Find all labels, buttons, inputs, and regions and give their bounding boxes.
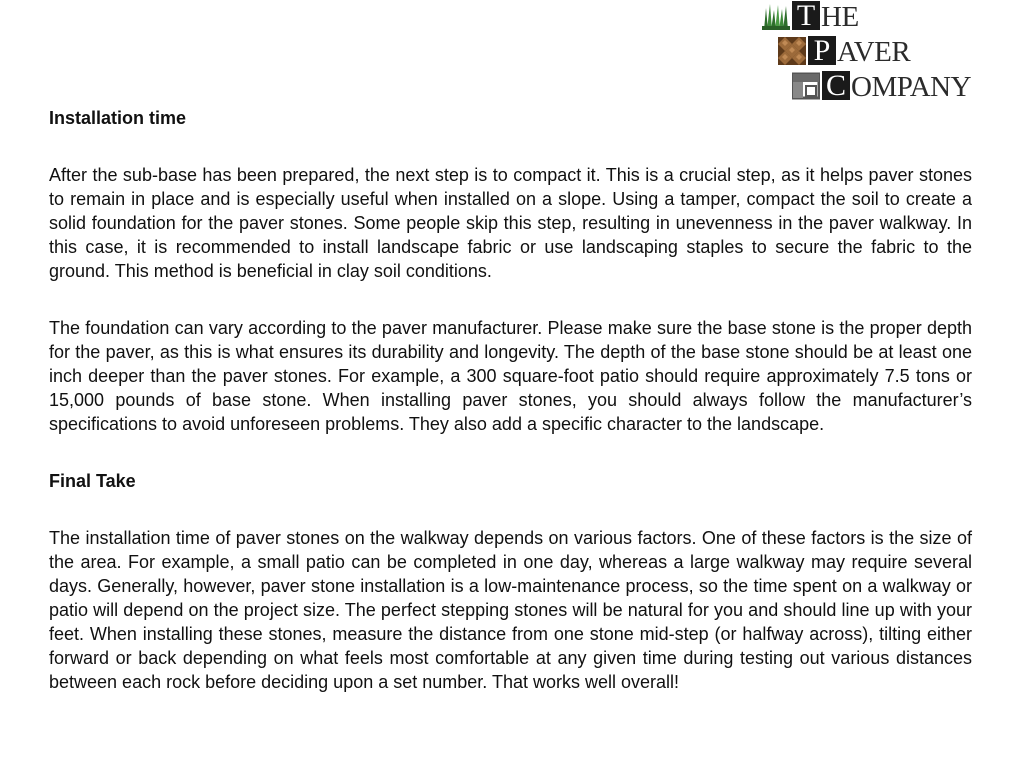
paragraph-foundation: The foundation can vary according to the paver manufacturer. Please make sure the base stone is the proper depth for the paver, as this is what ensures its durability and longevity. The depth of the base stone should be at least one inch deeper than the paver stones. For example, a 300 square-foot patio should require approximately 7.5 tons or 15,000 pounds of base stone. When installing paver stones, you should always follow the manufacturer’s specifications to avoid unforeseen problems. They also add a specific character to the landscape. [49, 318, 972, 434]
section-heading-installation-time: Installation time [49, 108, 187, 128]
brick-pattern-icon [778, 37, 806, 65]
grass-icon [762, 2, 790, 30]
logo-rest-ompany: OMPANY [851, 71, 972, 103]
logo-cap-p: P [808, 36, 836, 65]
logo-line-paver [778, 34, 911, 68]
section-heading-final-take: Final Take [49, 471, 136, 491]
company-logo [762, 0, 1002, 102]
logo-line-company [792, 69, 972, 103]
paragraph-compaction: After the sub-base has been prepared, the next step is to compact it. This is a crucial step, as it helps paver stones to remain in place and is especially useful when installed on a slope. Using a tamper, compact the soil to create a solid foundation for the paver stones. Some people skip this step, resulting in unevenness in the paver walkway. In this case, it is recommended to install landscape fabric or use landscaping staples to secure the fabric to the ground. This method is beneficial in clay soil conditions. [49, 165, 972, 281]
logo-rest-he: HE [821, 1, 859, 33]
paragraph-final-take: The installation time of paver stones on the walkway depends on various factors. One of these factors is the size of the area. For example, a small patio can be completed in one day, whereas a large walkway may require several days. Generally, however, paver stone installation is a low-maintenance process, so the time spent on a walkway or patio will depend on the project size. The perfect stepping stones will be natural for you and should line up with your feet. When installing these stones, measure the distance from one stone mid-step (or halfway across), tilting either forward or back depending on what feels most comfortable at any given time during testing out various distances between each rock before deciding upon a set number. That works well overall! [49, 528, 972, 692]
logo-rest-aver: AVER [837, 36, 911, 68]
article-body [49, 106, 972, 694]
logo-line-the [762, 0, 859, 33]
logo-cap-t: T [792, 1, 820, 30]
paver-block-icon [792, 72, 820, 100]
logo-cap-c: C [822, 71, 850, 100]
